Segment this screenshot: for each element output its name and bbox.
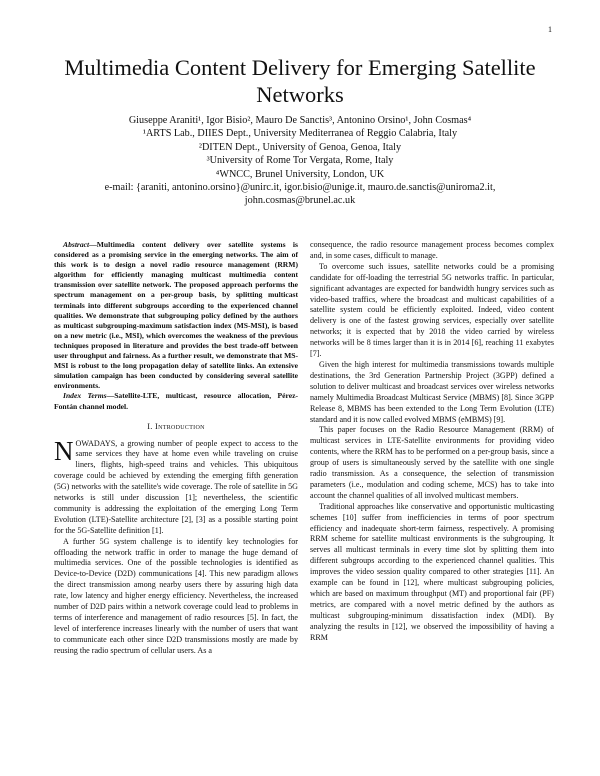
abstract-text: —Multimedia content delivery over satellite systems is considered as a promising service in the emerging networks. The aim of this work is to design a novel radio resource management (RRM) algorithm for efficiently managing multicast multimedia content transmission over satellite network. The proposed approach performs the spectrum management on a per-group basis, by splitting multicast terminals into different subgroups according to the experienced channel qualities. We demonstrate that subgrouping policy defined by the authors as multicast subgrouping-maximum satisfaction index (MS-MSI), is based on a new metric (i.e., MSI), which overcomes the weakness of the previous techniques proposed in literature and provides the best trade-off between user throughput and fairness. As a further result, we demonstrate that MS-MSI is robust to the long propagation delay of satellite links. An extensive simulation campaign has been conducted by considering several satellite environments. <box>54 240 298 391</box>
affiliation-3: ³University of Rome Tor Vergata, Rome, Italy <box>206 155 394 167</box>
right-paragraph-3: Given the high interest for multimedia transmissions towards multiple destinations, the 3rd Generation Partnership Project (3GPP) defined a solution to deliver multicast and broadcast services over wireless networks namely Multimedia Broadcast Multicast Service (MBMS) [8]. Since 3GPP Release 8, MBMS has been extended to the Long Term Evolution (LTE) standard and it is now called evolved MBMS (eMBMS) [9]. <box>310 359 554 424</box>
paper-title: Multimedia Content Delivery for Emerging Satellite Networks <box>64 55 536 107</box>
right-paragraph-4: This paper focuses on the Radio Resource Management (RRM) of multicast services in LTE-Satellite environments for providing video contents, where the RRM has to be performed on a per-group basis, since a group of users is simultaneously served by the satellite with one single radio transmission. As a consequence, the selection of transmission parameters (i.e., modulation and coding scheme, MCS) has to take into account the channel qualities of all involved multicast members. <box>310 425 554 500</box>
email-line-1: e-mail: {araniti, antonino.orsino}@unirc.it, igor.bisio@unige.it, mauro.de.sanctis@uniroma2.it, <box>104 182 496 194</box>
affiliation-1: ¹ARTS Lab., DIIES Dept., University Mediterranea of Reggio Calabria, Italy <box>142 128 458 140</box>
right-column <box>310 240 554 644</box>
author-names: Giuseppe Araniti¹, Igor Bisio², Mauro De Sanctis³, Antonino Orsino¹, John Cosmas⁴ <box>128 115 472 126</box>
intro-paragraph-1 <box>54 435 298 537</box>
intro-paragraph-1-text: a growing number of people expect to access to the same services they have at home even while traveling on cruise liners, flights, high-speed trains and vehicles. This ubiquitous coverage could be achieved by extending the emerging fifth generation (5G) networks with the satellite's wide coverage. The role of satellite in 5G networks is still under discussion [1]; nevertheless, the scientific community is addressing the exploitation of the emerging Long Term Evolution (LTE)-Satellite architecture [2], [3] as a possible starting point for the 5G-Satellite definition [1]. <box>54 438 298 535</box>
email-line-2: john.cosmas@brunel.ac.uk <box>244 195 356 207</box>
abstract <box>54 240 298 391</box>
section-heading-introduction: I. Introduction <box>147 421 205 431</box>
abstract-label: Abstract <box>63 240 90 249</box>
page-number: 1 <box>548 25 552 34</box>
right-paragraph-1: consequence, the radio resource management process becomes complex and, in some cases, difficult to manage. <box>310 240 554 260</box>
intro-first-word: OWADAYS, <box>75 438 118 448</box>
intro-paragraph-2: A further 5G system challenge is to identify key technologies for offloading the network traffic in order to manage the huge demand of multimedia services. One of the possible technologies is identified as Device-to-Device (D2D) communications [4]. This new paradigm allows the direct transmission among nearby users there by assuring high data rate, low latency and higher energy efficiency. Nevertheless, the increased number of D2D pairs within a network coverage could lead to problems in terms of interference and management of radio resources [5]. In fact, the level of interference increases linearly with the number of users that want to communicate each other since D2D transmissions mostly are made by reusing the radio spectrum of cellular users. As a <box>54 536 298 655</box>
affiliation-4: ⁴WNCC, Brunel University, London, UK <box>215 168 385 180</box>
left-column <box>54 240 298 657</box>
author-block <box>30 114 570 208</box>
affiliation-2: ²DITEN Dept., University of Genoa, Genoa, Italy <box>198 141 402 153</box>
index-terms <box>54 391 298 411</box>
index-terms-text: —Satellite-LTE, multicast, resource allocation, Pérez-Fontán channel model. <box>54 391 298 411</box>
right-paragraph-5: Traditional approaches like conservative and opportunistic multicasting schemes [10] suffer from inefficiencies in terms of poor spectrum efficiency and inadequate short-term fairness, respectively. A promising RRM scheme for satellite multicast environments is the subgrouping. It serves all multicast terminals in every time slot by splitting them into different subgroups according to the experienced channel qualities. This improves the video session quality compared to other strategies [11]. An example can be found in [12], where multicast subgrouping policies, which are based on maximum throughput (MT) and proportional fair (PF) metrics, are compared with a novel metric defined by the authors as multicast subgrouping-minimum dissatisfaction index (MDI). By analyzing the results in [12], we observed the impossibility of having a RRM <box>310 501 554 642</box>
index-terms-label: Index Terms <box>63 391 107 401</box>
drop-cap: N <box>54 435 74 466</box>
right-paragraph-2: To overcome such issues, satellite networks could be a promising candidate for off-loading the terrestrial 5G networks traffic. In particular, significant advantages are expected for bandwidth hungry services such as video-based traffics, where the broadcast and multicast capabilities of a satellite system could be efficiently exploited. Indeed, video content delivery is one of the fastest growing services, especially over satellite networks; it is expected that by 2018 the video carried by wireless networks will be 8 times larger than it is in 2014 [6], reaching 11 exabytes [7]. <box>310 261 554 359</box>
